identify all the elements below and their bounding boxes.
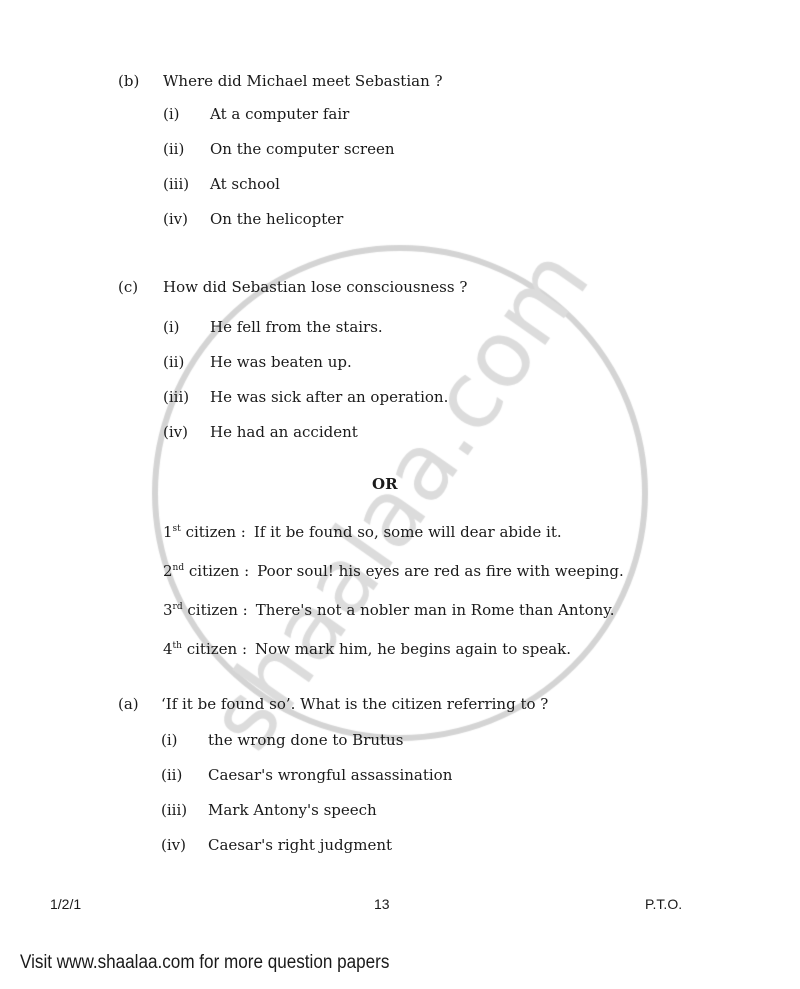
question-a-label: (a) [118, 695, 139, 713]
question-b-label: (b) [118, 72, 140, 90]
question-b-text: Where did Michael meet Sebastian ? [163, 72, 443, 90]
option-number: (iv) [161, 836, 186, 854]
or-divider: OR [372, 475, 398, 493]
option-number: (iv) [163, 210, 188, 228]
citizen-label: 2nd citizen : [163, 562, 250, 580]
option-text: He fell from the stairs. [210, 318, 383, 336]
option-number: (ii) [161, 766, 183, 784]
citizen-label: 4th citizen : [163, 640, 248, 658]
option-text: At school [210, 175, 280, 193]
option-number: (ii) [163, 140, 185, 158]
citizen-speech: Now mark him, he begins again to speak. [255, 640, 572, 658]
option-number: (iii) [163, 388, 190, 406]
option-number: (ii) [163, 353, 185, 371]
citizen-speech: There's not a nobler man in Rome than Antony. [255, 601, 615, 619]
citizen-row [163, 562, 624, 580]
option-text: On the computer screen [210, 140, 395, 158]
option-number: (i) [163, 318, 180, 336]
option-text: the wrong done to Brutus [208, 731, 404, 749]
citizen-label: 3rd citizen : [163, 601, 248, 619]
citizen-label: 1st citizen : [163, 523, 246, 541]
option-number: (iv) [163, 423, 188, 441]
option-number: (iii) [161, 801, 188, 819]
citizen-speech: If it be found so, some will dear abide it. [253, 523, 562, 541]
option-text: He was sick after an operation. [210, 388, 449, 406]
citizen-row [163, 640, 571, 658]
citizen-speech: Poor soul! his eyes are red as fire with weeping. [257, 562, 624, 580]
option-text: On the helicopter [210, 210, 344, 228]
option-number: (iii) [163, 175, 190, 193]
question-c-text: How did Sebastian lose consciousness ? [163, 278, 468, 296]
option-text: Mark Antony's speech [208, 801, 377, 819]
pto-label: P.T.O. [645, 896, 683, 912]
question-a-text: ‘If it be found so’. What is the citizen referring to ? [161, 695, 549, 713]
question-c-label: (c) [118, 278, 139, 296]
visit-link[interactable]: Visit www.shaalaa.com for more question papers [20, 952, 390, 973]
paper-code: 1/2/1 [50, 896, 82, 912]
option-text: Caesar's wrongful assassination [208, 766, 453, 784]
option-number: (i) [163, 105, 180, 123]
option-text: At a computer fair [210, 105, 350, 123]
option-text: Caesar's right judgment [208, 836, 393, 854]
citizen-row [163, 523, 562, 541]
option-text: He was beaten up. [210, 353, 352, 371]
option-number: (i) [161, 731, 178, 749]
citizen-row [163, 601, 615, 619]
option-text: He had an accident [210, 423, 358, 441]
page-number: 13 [374, 896, 390, 912]
